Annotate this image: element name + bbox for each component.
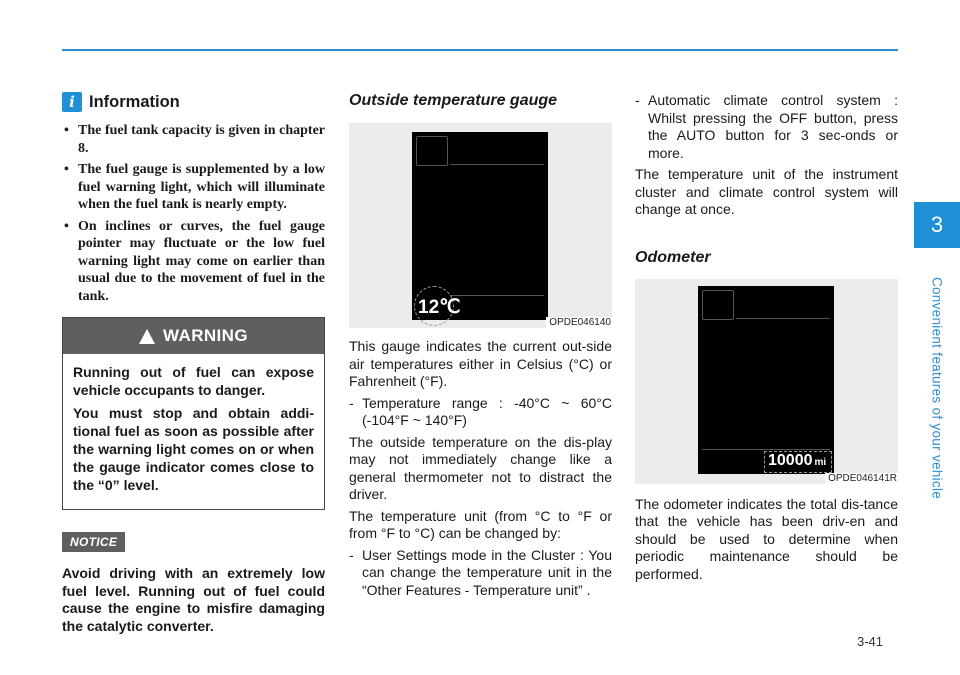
odometer-figure	[635, 279, 898, 484]
paragraph: The outside temperature on the dis-play may not immediately change like a general thermometer not to distract the driver.	[349, 433, 612, 502]
column-left	[62, 92, 325, 635]
outside-temp-title: Outside temperature gauge	[349, 92, 558, 109]
notice-text: Avoid driving with an extremely low fuel level. Running out of fuel could cause the engine to misfire damaging the catalytic converter.	[62, 565, 325, 634]
information-list	[62, 122, 325, 305]
figure-code: OPDE046141R	[825, 473, 898, 484]
list-item	[349, 547, 612, 600]
odometer-value: 10000	[768, 451, 813, 469]
display-divider	[450, 164, 544, 165]
list-item: • The fuel tank capacity is given in chapter 8.	[62, 122, 325, 157]
chapter-title: Convenient features of your vehicle	[929, 276, 945, 500]
warning-icon	[139, 329, 155, 344]
information-title: Information	[89, 92, 180, 111]
chapter-number: 3	[930, 212, 944, 237]
odometer-title: Odometer	[635, 248, 711, 266]
list-item: • The fuel gauge is supplemented by a low fuel warning light, which will illuminate when the fuel tank is nearly empty.	[62, 161, 325, 214]
display-panel	[416, 136, 448, 166]
display-divider	[736, 318, 830, 319]
warning-paragraph: Running out of fuel can expose vehicle occupants to danger.	[73, 364, 314, 398]
chapter-tab	[914, 202, 960, 248]
list-dash: -	[349, 546, 354, 563]
list-item: • On inclines or curves, the fuel gauge pointer may fluctuate or the low fuel warning light may come on earlier than usual due to the movement of fuel in the tank.	[62, 218, 325, 306]
list-dash: -	[635, 92, 640, 108]
column-right	[635, 92, 898, 587]
temperature-readout: 12℃	[418, 297, 461, 318]
list-item-text: Automatic climate control system : Whilst pressing the OFF button, press the AUTO button for 3 sec-onds or more.	[648, 92, 898, 161]
warning-body	[63, 354, 324, 509]
paragraph: The temperature unit (from °C to °F or from °F to °C) can be changed by:	[349, 507, 612, 541]
info-icon: i	[62, 92, 82, 112]
display-divider	[450, 295, 544, 296]
odometer-body	[635, 496, 898, 584]
outside-temp-body	[349, 338, 612, 599]
list-dash: -	[349, 394, 354, 411]
column-middle	[349, 92, 612, 603]
odometer-readout	[768, 452, 826, 470]
list-item-text: User Settings mode in the Cluster : You can change the temperature unit in the “Other Features - Temperature unit” .	[362, 546, 612, 598]
display-panel	[702, 290, 734, 320]
page-number: 3-41	[857, 634, 884, 649]
outside-temp-figure	[349, 123, 612, 328]
odometer-unit: mi	[814, 456, 827, 468]
display-divider	[702, 449, 830, 450]
cluster-display	[698, 286, 834, 474]
paragraph: This gauge indicates the current out-side air temperatures either in Celsius (°C) or Fahrenheit (°F).	[349, 338, 612, 389]
paragraph: The odometer indicates the total dis-tance that the vehicle has been driv-en and should be used to determine when periodic maintenance should be performed.	[635, 495, 898, 582]
notice-badge: NOTICE	[62, 532, 125, 552]
warning-header	[63, 318, 324, 354]
cluster-display	[412, 132, 548, 320]
warning-box	[62, 317, 325, 510]
figure-code: OPDE046140	[546, 317, 612, 328]
range-text: Temperature range : -40°C ~ 60°C (-104°F ~ 140°F)	[362, 394, 612, 428]
header-rule	[62, 49, 898, 51]
list-item	[349, 395, 612, 430]
warning-paragraph: You must stop and obtain addi-tional fuel as soon as possible after the warning light comes on or when the gauge indicator comes close to the “0” level.	[73, 405, 314, 493]
information-heading	[62, 92, 325, 112]
outside-temp-body-cont	[635, 92, 898, 219]
warning-label: WARNING	[163, 326, 248, 345]
paragraph: The temperature unit of the instrument cluster and climate control system will change at once.	[635, 166, 898, 217]
list-item	[635, 92, 898, 162]
